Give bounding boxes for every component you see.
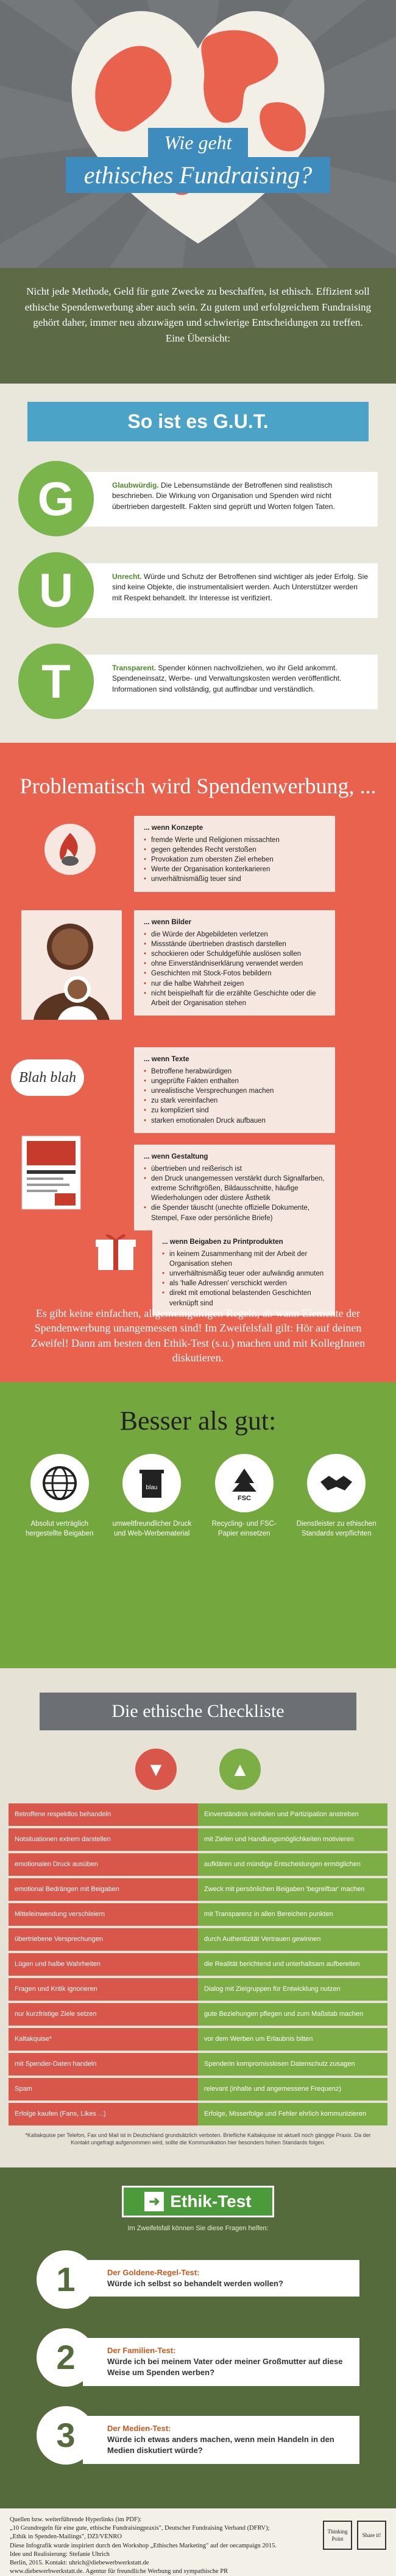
ethik-question <box>37 2404 359 2471</box>
problem-section <box>0 743 396 1382</box>
besser-grid <box>0 1454 396 1539</box>
footer-line: „Ethik in Spenden-Mailings", DZI/VENRO <box>10 2533 122 2541</box>
share-it-logo[interactable]: Share it! <box>357 2521 386 2550</box>
footer-line: Idee und Realisierung: Stefanie Uhrich <box>10 2550 110 2558</box>
checklist-good: die Realität berichtend und unterhaltsam aufbereiten <box>198 1953 387 1976</box>
problem-card <box>134 1047 335 1133</box>
ethik-question-body: Würde ich bei meinem Vater oder meiner Großmutter auf diese Weise um Spenden werben? <box>107 2357 343 2378</box>
besser-item <box>19 1454 100 1539</box>
globe-icon <box>30 1454 89 1512</box>
problem-heading: Problematisch wird Spendenwerbung, ... <box>19 774 377 798</box>
problem-point: • nicht beispielhaft für die erzählte Geschichte oder die Arbeit der Organisation stehen <box>144 989 325 1008</box>
besser-text: Dienstleister zu ethischen Standards verpflichten <box>296 1520 377 1537</box>
ethik-test-sign <box>122 2186 274 2217</box>
problem-point: • nur die halbe Wahrheit zeigen <box>144 979 325 989</box>
gut-heading: So ist es G.U.T. <box>27 402 369 441</box>
gut-letter-badge: G <box>18 461 94 536</box>
mother-child-illustration <box>21 910 122 1020</box>
problem-lead: ... wenn Beigaben zu Printprodukten <box>162 1238 283 1246</box>
checklist-table <box>9 1803 387 2125</box>
checklist-row <box>9 1803 387 1826</box>
checklist-good: gute Beziehungen pflegen und zum Maßstab machen <box>198 2003 387 2026</box>
ethik-question <box>37 2248 359 2315</box>
checklist-row <box>9 1853 387 1876</box>
besser-text: Recycling- und FSC-Papier einsetzen <box>211 1520 277 1537</box>
checklist-bad: Erfolge kaufen (Fans, Likes ...) <box>9 2103 198 2125</box>
besser-item <box>111 1454 192 1539</box>
gut-description: Transparent. Spender können nachvollziehen, wo ihr Geld ankommt. Spendeneinsatz, Werbe- und Verwaltungskosten werden veröffentlicht. Informationen sind vollständig, gut auffindbar und verständlich. <box>73 655 378 709</box>
checklist-section <box>0 1668 396 2167</box>
ethik-number-badge: 3 <box>37 2406 95 2465</box>
problem-point: • Betroffene herabwürdigen <box>144 1067 325 1076</box>
brain-fire-icon <box>43 822 97 877</box>
checklist-row <box>9 1828 387 1851</box>
title-line-2: ethisches Fundraising? <box>0 157 396 193</box>
footer-line: „10 Grundregeln für eine gute, ethische Fundraisingpraxis", Deutscher Fundraising Verband (DFRV); <box>10 2525 270 2532</box>
problem-card <box>134 910 335 1016</box>
checklist-bad: emotional Bedrängen mit Beigaben <box>9 1878 198 1901</box>
ethik-question-title: Der Familien-Test: <box>107 2346 176 2355</box>
checklist-bad: Notsituationen extrem darstellen <box>9 1828 198 1851</box>
checklist-row <box>9 1903 387 1926</box>
problem-point: • übertrieben und reißerisch ist <box>144 1164 325 1174</box>
checklist-bad: Lügen und halbe Wahrheiten <box>9 1953 198 1976</box>
intro-text: Nicht jede Methode, Geld für gute Zwecke zu beschaffen, ist ethisch. Effizient soll ethische Spendenwerbung aber auch sein. Zu gutem und erfolgreichem Fundraising gehört daher, immer neu abzuwägen und schwierige Entscheidungen zu treffen. Eine Übersicht: <box>0 268 396 384</box>
besser-section <box>0 1382 396 1668</box>
ethik-question-body: Würde ich etwas anders machen, wenn mein Handeln in den Medien diskutiert würde? <box>107 2435 334 2455</box>
thinking-point-logo: Thinking Point <box>323 2521 352 2550</box>
gut-letter-badge: U <box>18 552 94 628</box>
problem-point: • in keinem Zusammenhang mit der Arbeit der Organisation stehen <box>162 1249 325 1269</box>
checklist-good: vor dem Werben um Erlaubnis bitten <box>198 2028 387 2051</box>
problem-point: • fremde Werte und Religionen missachten <box>144 835 325 845</box>
checklist-row <box>9 2053 387 2076</box>
problem-card <box>152 1230 335 1316</box>
problem-point: • die Spender täuscht (unechte offizielle Dokumente, Stempel, Faxe oder persönliche Briefe) <box>144 1203 325 1223</box>
checklist-bad: übertriebene Versprechungen <box>9 1928 198 1951</box>
checklist-bad: mit Spender-Daten handeln <box>9 2053 198 2076</box>
checklist-bad: nur kurzfristige Ziele setzen <box>9 2003 198 2026</box>
problem-point: • starken emotionalen Druck aufbauen <box>144 1116 325 1126</box>
gut-letter-badge: T <box>18 644 94 719</box>
besser-heading: Besser als gut: <box>119 1406 277 1436</box>
bin-label: blau <box>146 1484 158 1492</box>
recycle-bin-icon <box>122 1454 181 1512</box>
gut-item <box>18 637 378 729</box>
ethik-question-text <box>83 2338 359 2386</box>
gut-description: Glaubwürdig. Die Lebensumstände der Betroffenen sind realistisch beschrieben. Die Wirkung von Organisation und Spenden wird nicht übertrieben dargestellt. Fakten sind geprüft und Worten folgen Taten. <box>73 472 378 527</box>
checklist-row <box>9 2028 387 2051</box>
checklist-good: Zweck mit persönlichen Beigaben 'begreifbar' machen <box>198 1878 387 1901</box>
checklist-good: mit Transparenz in allen Bereichen punkten <box>198 1903 387 1926</box>
checklist-row <box>9 2103 387 2125</box>
problem-point: • Missstände übertrieben drastisch darstellen <box>144 939 325 949</box>
problem-point: • zu kompliziert sind <box>144 1106 325 1115</box>
besser-text: umweltfreundlicher Druck und Web-Werbematerial <box>112 1520 192 1537</box>
besser-item <box>296 1454 377 1539</box>
problem-point: • unverhältnismäßig teuer oder aufwändig anmuten <box>162 1269 325 1279</box>
problem-lead: ... wenn Texte <box>144 1056 189 1063</box>
problem-point: • die Würde der Abgebildeten verletzen <box>144 930 325 939</box>
footer-link[interactable]: www.diebewerbwerkstatt.de. Agentur für freundliche Werbung und sympathische PR <box>10 2568 228 2575</box>
problem-card <box>134 816 335 892</box>
gut-item <box>18 455 378 546</box>
checklist-good: relevant (inhalte und angemessene Frequenz) <box>198 2078 387 2100</box>
checklist-bad: emotionalen Druck ausüben <box>9 1853 198 1876</box>
ethik-question-text <box>83 2416 359 2464</box>
gut-description: Unrecht. Würde und Schutz der Betroffenen sind wichtiger als jeder Erfolg. Sie sind keine Objekte, die instrumentalisiert werden. Auch Unterstützer werden mit Respekt behandelt. Ihr Interesse ist verifiziert. <box>73 563 378 618</box>
ethik-question <box>37 2326 359 2393</box>
handshake-icon <box>307 1454 366 1512</box>
checklist-footnote: *Kaltakquise per Telefon, Fax und Mail ist in Deutschland grundsätzlich verboten. Briefliche Kaltakquise ist aktuell noch gängige Praxis. Da der Kontakt ungefragt aufgenommen wird, sollte die Kommunikation hier besonders hohen Standards folgen. <box>25 2132 371 2146</box>
checklist-bad: Fragen und Kritik ignorieren <box>9 1978 198 2001</box>
problem-point: • direkt mit emotional belastenden Geschichten verknüpft sind <box>162 1288 325 1308</box>
problem-conclusion: Es gibt keine einfachen, allgemeingültigen Regeln, ab wann Elemente der Spendenwerbung unangemessen sind! Im Zweifelsfall gilt: Hör auf deinen Zweifel! Dann am besten den Ethik-Test (s.u.) machen und mit KollegInnen diskutieren. <box>30 1307 366 1364</box>
footer-line: Diese Infografik wurde inspiriert durch den Workshop „Ethisches Marketing" auf der oecampaign 2015. <box>10 2542 277 2549</box>
problem-point: • gegen geltendes Recht verstoßen <box>144 845 325 855</box>
problem-lead: ... wenn Gestaltung <box>144 1153 208 1160</box>
ethik-test-section <box>0 2167 396 2508</box>
checklist-good: Spenderin kompromisslosen Datenschutz zusagen <box>198 2053 387 2076</box>
problem-point: • Werte der Organisation konterkarieren <box>144 865 325 874</box>
ethik-question-text <box>83 2260 359 2297</box>
checklist-bad: Kaltakquise* <box>9 2028 198 2051</box>
problem-point: • unverhältnismäßig teuer sind <box>144 874 325 884</box>
flyer-document-icon <box>18 1132 85 1212</box>
footer-logos <box>323 2521 386 2550</box>
problem-point: • zu stark vereinfachen <box>144 1096 325 1106</box>
checklist-good: Einverständnis einholen und Partizipation anstreben <box>198 1803 387 1826</box>
ethik-number-badge: 1 <box>37 2250 95 2309</box>
header <box>0 0 396 268</box>
checklist-bad: Betroffene respektlos behandeln <box>9 1803 198 1826</box>
checklist-row <box>9 1978 387 2001</box>
gift-box-icon <box>94 1230 137 1272</box>
besser-text: Absolut verträglich hergestellte Beigaben <box>26 1520 94 1537</box>
title-line-1: Wie geht <box>0 128 396 158</box>
thumbs-down-icon: ▼ <box>135 1749 177 1790</box>
problem-lead: ... wenn Konzepte <box>144 824 203 832</box>
checklist-row <box>9 2003 387 2026</box>
problem-point: • als 'halle Adressen' verschickt werden <box>162 1279 325 1288</box>
footer <box>0 2508 396 2574</box>
ethik-question-title: Der Medien-Test: <box>107 2424 171 2433</box>
problem-lead: ... wenn Bilder <box>144 919 191 926</box>
checklist-row <box>9 1953 387 1976</box>
problem-point: • ohne Einverständniserklärung verwendet werden <box>144 959 325 969</box>
problem-point: • Geschichten mit Stock-Fotos bebildern <box>144 969 325 978</box>
checklist-good: Erfolge, Misserfolge und Fehler ehrlich kommunizieren <box>198 2103 387 2125</box>
fsc-tree-icon <box>215 1454 274 1512</box>
footer-line: Berlin, 2015. Kontakt: uhrich@diebewerbwerkstatt.de <box>10 2559 149 2566</box>
checklist-bad: Spam <box>9 2078 198 2100</box>
gut-section <box>0 384 396 743</box>
thumbs-up-icon: ▲ <box>219 1749 261 1790</box>
problem-point: • unrealistische Versprechungen machen <box>144 1086 325 1096</box>
ethik-number-badge: 2 <box>37 2328 95 2387</box>
checklist-good: Dialog mit Zielgruppen für Entwicklung nutzen <box>198 1978 387 2001</box>
besser-item <box>204 1454 285 1539</box>
problem-point: • Provokation zum obersten Ziel erheben <box>144 855 325 865</box>
exit-running-icon: ➜ <box>144 2192 164 2211</box>
gut-item <box>18 546 378 637</box>
ethik-question-title: Der Goldene-Regel-Test: <box>107 2268 200 2277</box>
checklist-good: durch Authentizität Vertrauen gewinnen <box>198 1928 387 1951</box>
problem-card <box>134 1145 335 1230</box>
checklist-good: mit Zielen und Handlungsmöglichkeiten motivieren <box>198 1828 387 1851</box>
footer-line: Quellen bzw. weiterführende Hyperlinks (im PDF): <box>10 2516 142 2523</box>
problem-point: • ungeprüfte Fakten enthalten <box>144 1076 325 1086</box>
checklist-row <box>9 1928 387 1951</box>
checklist-row <box>9 2078 387 2100</box>
checklist-bad: Mitteleinwendung verschleiern <box>9 1903 198 1926</box>
ethik-test-title: Ethik-Test <box>170 2192 252 2211</box>
checklist-good: aufklären und mündige Entscheidungen ermöglichen <box>198 1853 387 1876</box>
ethik-test-subtitle: Im Zweifelsfall können Sie diese Fragen helfen: <box>127 2225 269 2232</box>
checklist-row <box>9 1878 387 1901</box>
problem-point: • schockieren oder Schuldgefühle auslösen sollen <box>144 949 325 959</box>
problem-point: • den Druck unangemessen verstärkt durch Signalfarben, extreme Schriftgrößen, Bildausschnitte, häufige Wiederholungen oder düstere Ästhetik <box>144 1174 325 1203</box>
speech-bubble-icon: Blah blah <box>11 1059 84 1096</box>
thumbs-row <box>0 1749 396 1790</box>
fsc-label: FSC <box>237 1495 251 1503</box>
ethik-question-body: Würde ich selbst so behandelt werden wollen? <box>107 2279 283 2289</box>
checklist-heading: Die ethische Checkliste <box>40 1693 356 1730</box>
